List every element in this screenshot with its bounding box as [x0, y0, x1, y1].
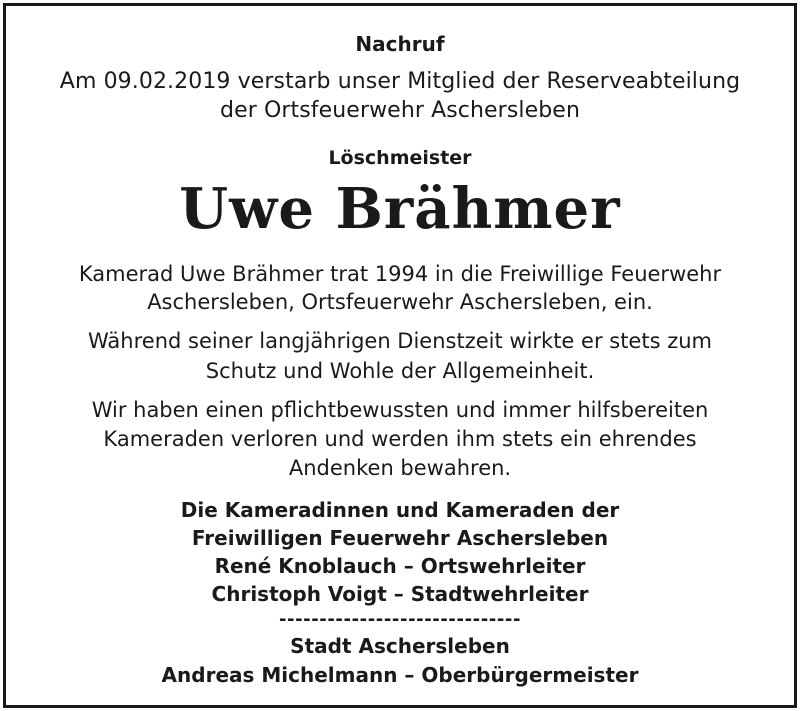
rank-title: Löschmeister [328, 147, 472, 169]
paragraph-2-line-1: Während seiner langjährigen Dienstzeit wirkte er stets zum [88, 329, 712, 353]
paragraph-1-line-1: Kamerad Uwe Brähmer trat 1994 in die Freiwillige Feuerwehr [78, 262, 722, 286]
paragraph-3-line-2: Kameraden verloren und werden ihm stets ein ehrendes [103, 427, 697, 451]
signature-line-3: René Knoblauch – Ortswehrleiter [214, 554, 586, 578]
obituary-heading: Nachruf [355, 32, 445, 56]
signature-line-2: Freiwilligen Feuerwehr Aschersleben [191, 526, 609, 550]
obituary-frame [3, 3, 797, 708]
paragraph-3-line-3: Andenken bewahren. [288, 456, 512, 480]
intro-line-2: der Ortsfeuerwehr Aschersleben [220, 98, 580, 123]
paragraph-1-line-2: Aschersleben, Ortsfeuerwehr Aschersleben, ein. [147, 290, 653, 314]
intro-line-1: Am 09.02.2019 verstarb unser Mitglied der Reserveabteilung [59, 69, 741, 94]
closing-line-2: Andreas Michelmann – Oberbürgermeister [161, 663, 639, 687]
paragraph-2-line-2: Schutz und Wohle der Allgemeinheit. [205, 359, 595, 383]
paragraph-3-line-1: Wir haben einen pflichtbewussten und immer hilfsbereiten [91, 398, 709, 422]
closing-line-1: Stadt Aschersleben [290, 634, 510, 658]
deceased-name: Uwe Brähmer [179, 176, 621, 242]
separator-dashes: ------------------------------ [278, 609, 522, 630]
signature-line-1: Die Kameradinnen und Kameraden der [180, 498, 620, 522]
signature-line-4: Christoph Voigt – Stadtwehrleiter [211, 582, 589, 606]
obituary-content [6, 6, 794, 705]
